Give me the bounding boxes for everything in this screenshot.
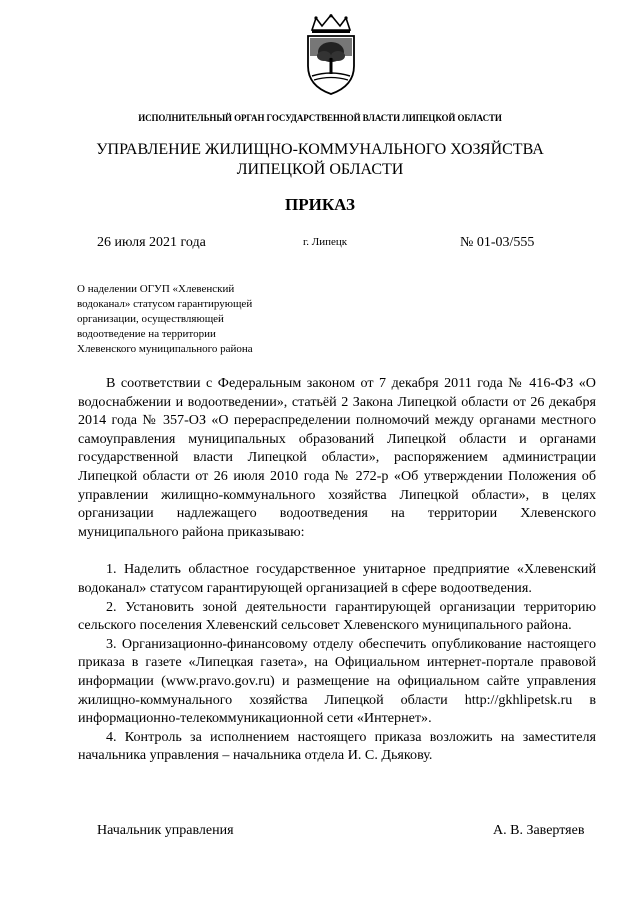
document-number: № 01-03/555 (460, 235, 535, 250)
signer-title: Начальник управления (97, 823, 234, 838)
subject-line: организации, осуществляющей (77, 313, 224, 325)
document-date: 26 июля 2021 года (97, 235, 206, 250)
department-title-line: УПРАВЛЕНИЕ ЖИЛИЩНО-КОММУНАЛЬНОГО ХОЗЯЙСТВА (96, 141, 544, 158)
department-title (0, 140, 640, 180)
order-item-4: 4. Контроль за исполнением настоящего приказа возложить на заместителя начальника управления – начальника отдела И. С. Дьякову. (78, 728, 596, 764)
authority-name: ИСПОЛНИТЕЛЬНЫЙ ОРГАН ГОСУДАРСТВЕННОЙ ВЛАСТИ ЛИПЕЦКОЙ ОБЛАСТИ (138, 113, 502, 123)
document-subject (77, 282, 297, 357)
document-body (78, 374, 596, 765)
signer-name: А. В. Завертяев (493, 823, 585, 838)
coat-of-arms-icon (300, 14, 362, 96)
department-title-line: ЛИПЕЦКОЙ ОБЛАСТИ (236, 161, 404, 178)
order-item-2: 2. Установить зоной деятельности гарантирующей организации территорию сельского поселения Хлевенский сельсовет Хлевенского муниципального района. (78, 598, 596, 634)
order-item-3: 3. Организационно-финансовому отделу обеспечить опубликование настоящего приказа в газете «Липецкая газета», на Официальном интернет-портале правовой информации (www.pravo.gov.ru) и размещение на официальном сайте управления жилищно-коммунального хозяйства Липецкой области http://gkhlipetsk.ru в информационно-телекоммуникационной сети «Интернет». (78, 635, 596, 727)
order-item-1: 1. Наделить областное государственное унитарное предприятие «Хлевенский водоканал» статусом гарантирующей организацией в сфере водоотведения. (78, 561, 596, 596)
document-city: г. Липецк (303, 236, 348, 248)
document-type: ПРИКАЗ (285, 195, 355, 214)
subject-line: О наделении ОГУП «Хлевенский (77, 283, 235, 295)
subject-line: водоотведение на территории (77, 328, 216, 340)
subject-line: водоканал» статусом гарантирующей (77, 298, 253, 310)
preamble-paragraph: В соответствии с Федеральным законом от 7 декабря 2011 года № 416-ФЗ «О водоснабжении и водоотведении», статьёй 2 Закона Липецкой области от 26 декабря 2014 года № 357-ОЗ «О перераспределении полномочий между органами местного самоуправления муниципальных образований Липецкой области и органами государственной власти Липецкой области», распоряжением администрации Липецкой области от 26 июля 2010 года № 272-р «Об утверждении Положения об управлении жилищно-коммунального хозяйства Липецкой области», в целях организации надлежащего водоотведения на территории Хлевенского муниципального района приказываю: (78, 375, 596, 540)
subject-line: Хлевенского муниципального района (77, 343, 253, 355)
